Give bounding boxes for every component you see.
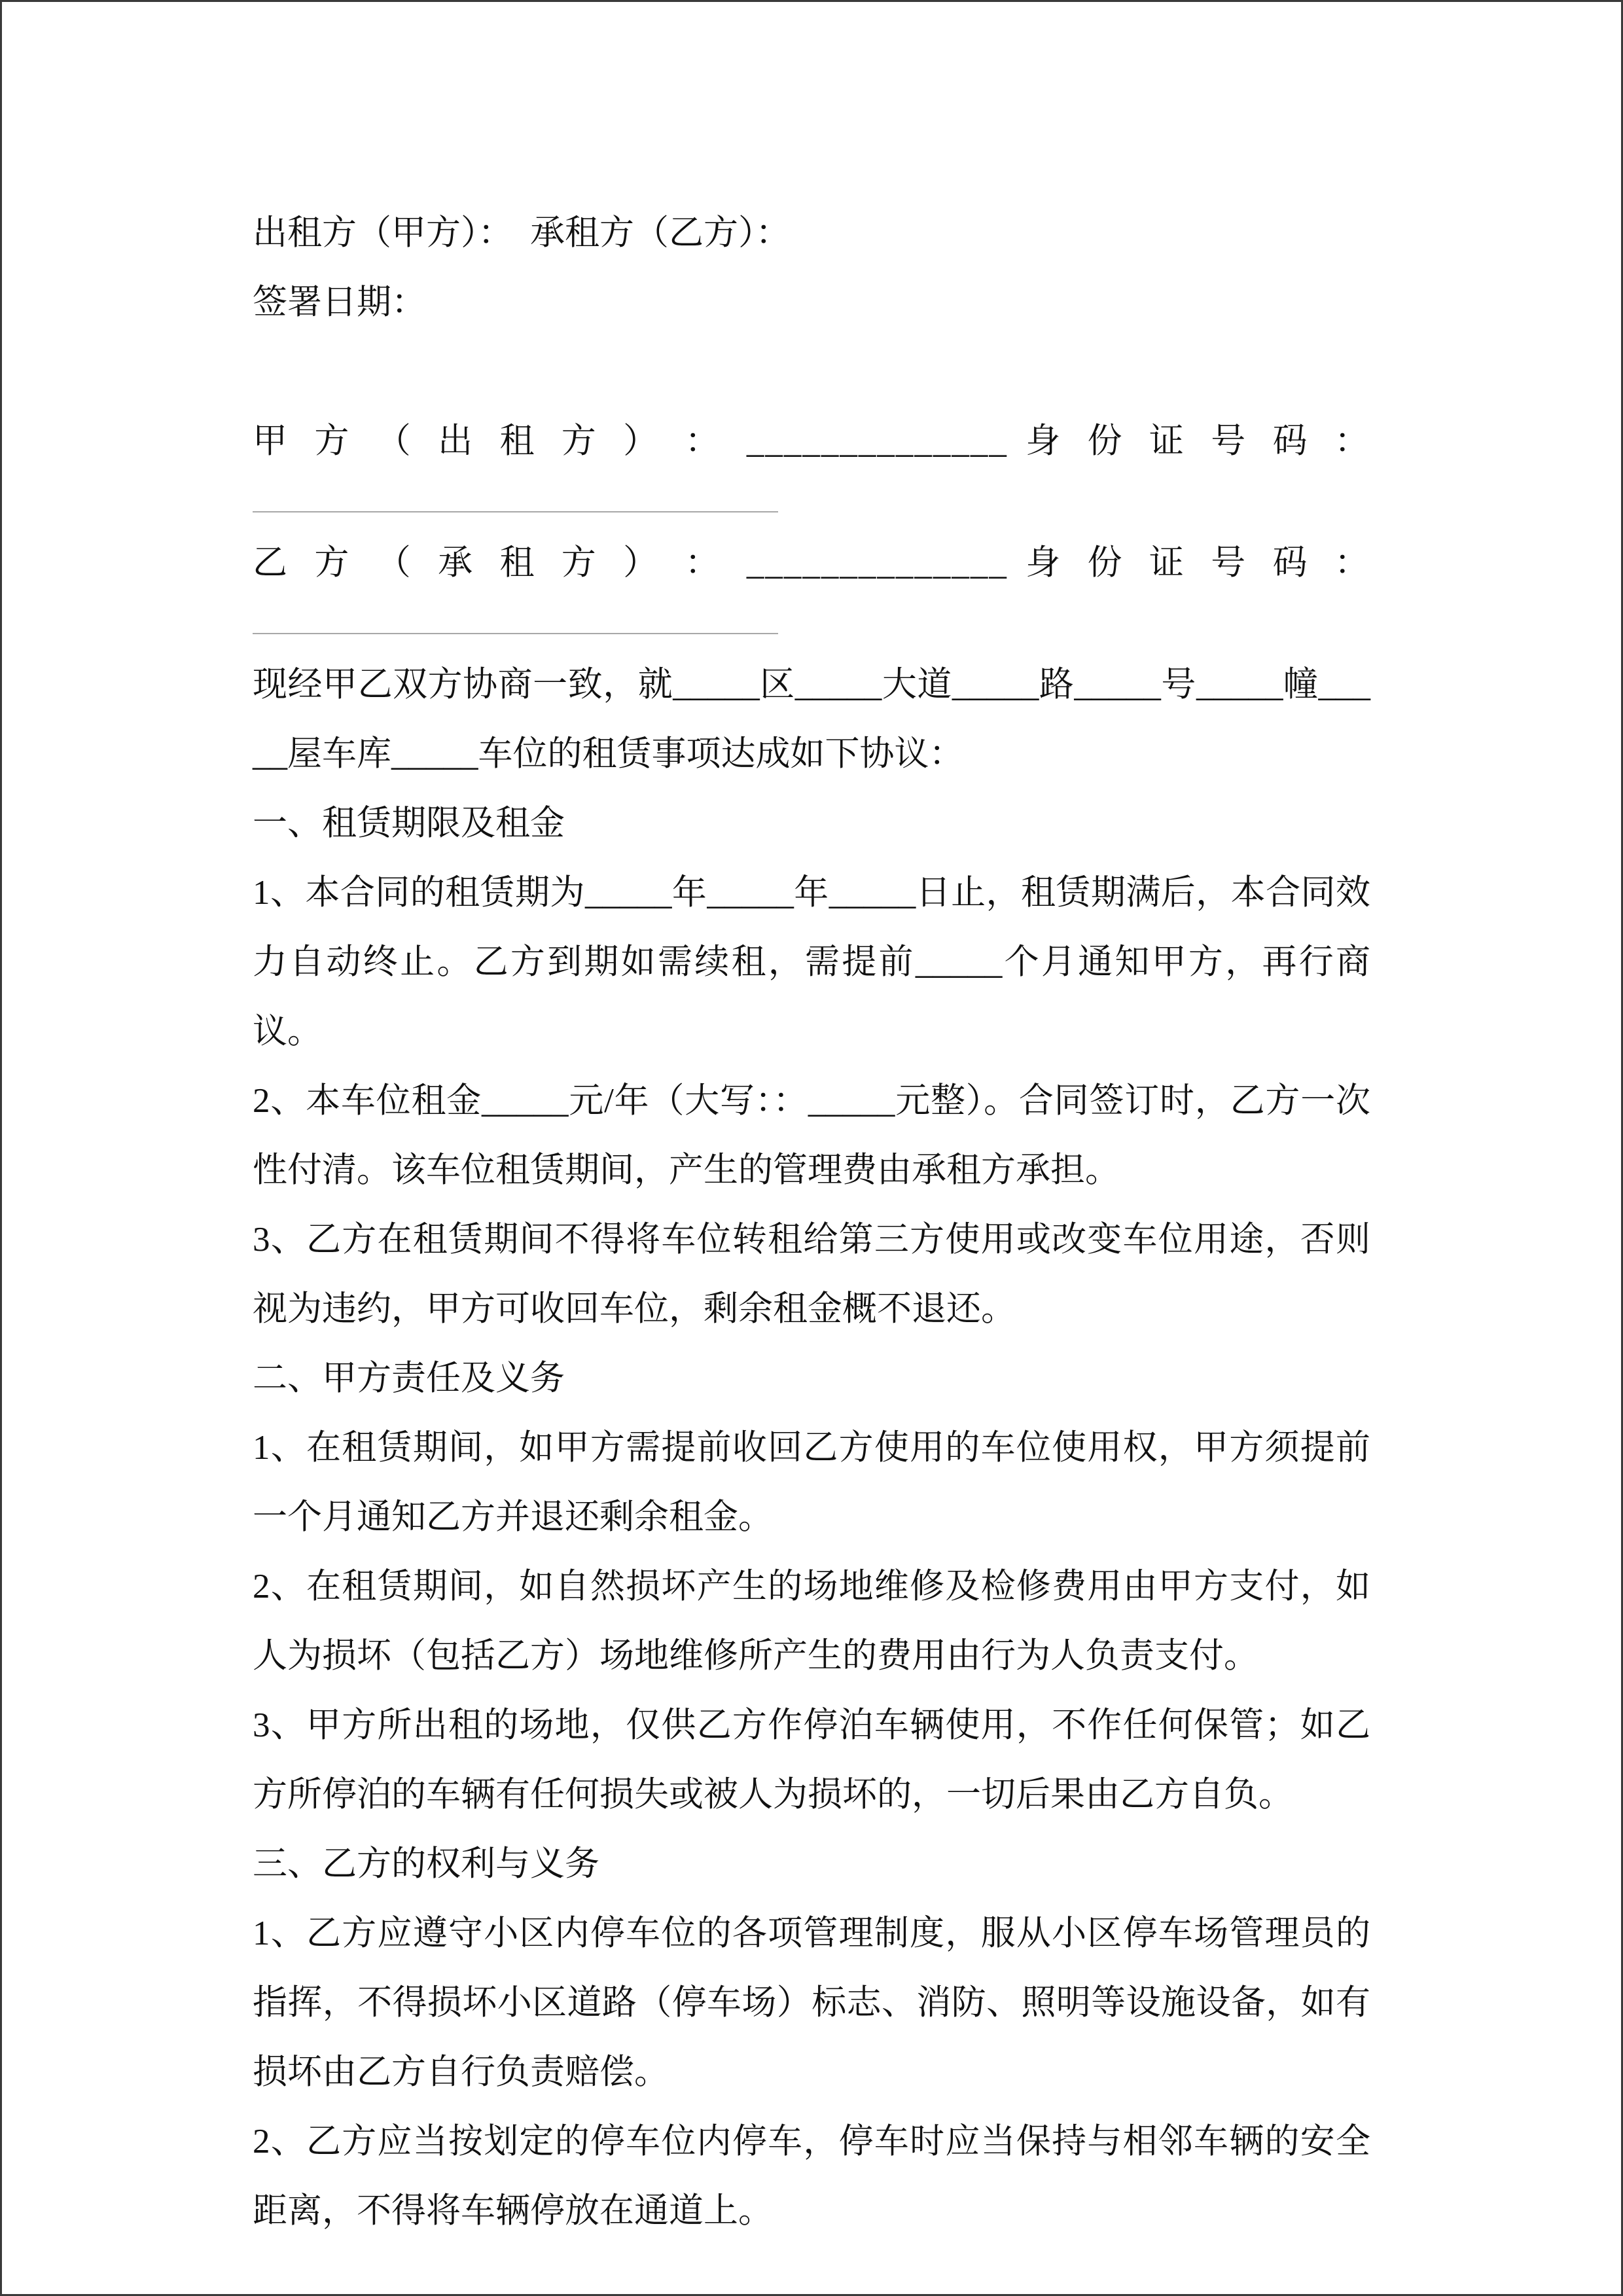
paragraph: 1、本合同的租赁期为_____年_____年_____日止，租赁期满后，本合同效力自动终止。乙方到期如需续租，需提前_____个月通知甲方，再行商议。 — [253, 874, 1370, 1050]
contract-body — [2, 2, 1621, 2246]
fill-in-line — [253, 598, 1370, 650]
blank-underline — [253, 478, 778, 512]
paragraph: 甲 方 （ 出 租 方 ） ： ______________ 身 份 证 号 码 ： — [253, 422, 1370, 460]
paragraph: 2、本车位租金_____元/年（大写：：_____元整）。合同签订时，乙方一次性付清。该车位租赁期间，产生的管理费由承租方承担。 — [253, 1082, 1370, 1189]
spacer — [253, 337, 1370, 406]
paragraph: 1、乙方应遵守小区内停车位的各项管理制度，服从小区停车场管理员的指挥，不得损坏小区道路（停车场）标志、消防、照明等设施设备，如有损坏由乙方自行负责赔偿。 — [253, 1914, 1370, 2091]
blank-underline — [253, 600, 778, 634]
paragraph: 2、在租赁期间，如自然损坏产生的场地维修及检修费用由甲方支付，如人为损坏（包括乙方）场地维修所产生的费用由行为人负责支付。 — [253, 1568, 1370, 1675]
paragraph: 二、甲方责任及义务 — [253, 1359, 565, 1397]
paragraph: 1、在租赁期间，如甲方需提前收回乙方使用的车位使用权，甲方须提前一个月通知乙方并退还剩余租金。 — [253, 1429, 1370, 1536]
paragraph: 3、乙方在租赁期间不得将车位转租给第三方使用或改变车位用途，否则视为违约，甲方可收回车位，剩余租金概不退还。 — [253, 1221, 1370, 1328]
fill-in-line — [253, 476, 1370, 528]
paragraph: 三、乙方的权利与义务 — [253, 1845, 599, 1883]
paragraph: 签署日期： — [253, 283, 426, 321]
paragraph: 现经甲乙双方协商一致，就_____区_____大道_____路_____号_____幢_____屋车库_____车位的租赁事项达成如下协议： — [253, 666, 1370, 773]
paragraph: 乙 方 （ 承 租 方 ） ： ______________ 身 份 证 号 码 ： — [253, 544, 1370, 582]
paragraph: 一、租赁期限及租金 — [253, 804, 565, 842]
paragraph: 2、乙方应当按划定的停车位内停车，停车时应当保持与相邻车辆的安全距离，不得将车辆停放在通道上。 — [253, 2123, 1370, 2230]
paragraph: 出租方（甲方）： 承租方（乙方）： — [253, 214, 791, 252]
paragraph: 3、甲方所出租的场地，仅供乙方作停泊车辆使用，不作任何保管；如乙方所停泊的车辆有任何损失或被人为损坏的，一切后果由乙方自负。 — [253, 1706, 1370, 1814]
